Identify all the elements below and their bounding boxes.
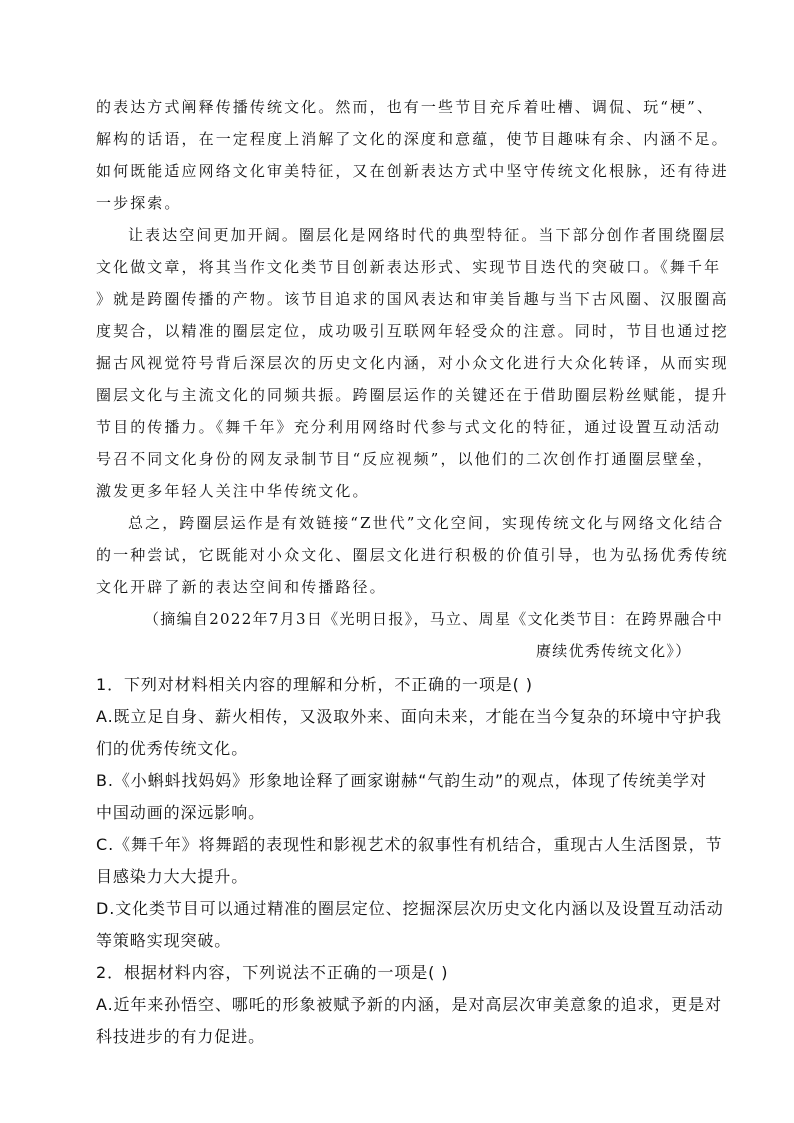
source-citation: （摘编自2022年7月3日《光明日报》，马立、周星《文化类节目：在跨界融合中 <box>144 610 724 628</box>
passage-line: 号召不同文化身份的网友录制节目“反应视频”，以他们的二次创作打通圈层壁垒， <box>96 450 715 468</box>
passage-line: 文化做文章，将其当作文化类节目创新表达形式、实现节目迭代的突破口。《舞千年 <box>96 258 722 276</box>
question-2-stem: 2．根据材料内容，下列说法不正确的一项是( ) <box>96 963 449 982</box>
passage-line: 激发更多年轻人关注中华传统文化。 <box>96 482 370 500</box>
passage-line: 节目的传播力。《舞千年》充分利用网络时代参与式文化的特征，通过设置互动活动 <box>96 418 722 436</box>
question-1-option-b: B.《小蝌蚪找妈妈》形象地诠释了画家谢赫“气韵生动”的观点，体现了传统美学对 <box>96 771 707 790</box>
passage-line: 如何既能适应网络文化审美特征，又在创新表达方式中坚守传统文化根脉，还有待进 <box>96 162 729 180</box>
question-1-option-c: C.《舞千年》将舞蹈的表现性和影视艺术的叙事性有机结合，重现古人生活图景，节 <box>96 835 723 854</box>
passage-line: 圈层文化与主流文化的同频共振。跨圈层运作的关键还在于借助圈层粉丝赋能，提升 <box>96 386 729 404</box>
source-citation-cont: 赓续优秀传统文化》） <box>536 642 692 660</box>
passage-line: 一步探索。 <box>96 194 182 212</box>
question-1-option-d: D.文化类节目可以通过精准的圈层定位、挖掘深层次历史文化内涵以及设置互动活动 <box>96 899 724 918</box>
passage-paragraph-start: 让表达空间更加开阔。圈层化是网络时代的典型特征。当下部分创作者围绕圈层 <box>128 226 727 244</box>
question-1-option-a: A.既立足自身、薪火相传，又汲取外来、面向未来，才能在当今复杂的环境中守护我 <box>96 707 722 726</box>
question-1-option-d-cont: 等策略实现突破。 <box>96 931 232 950</box>
passage-line: 度契合，以精准的圈层定位，成功吸引互联网年轻受众的注意。同时，节目也通过挖 <box>96 322 729 340</box>
passage-line: 的一种尝试，它既能对小众文化、圈层文化进行积极的价值引导，也为弘扬优秀传统 <box>96 546 729 564</box>
question-2-option-a-cont: 科技进步的有力促进。 <box>96 1027 266 1046</box>
question-1-option-c-cont: 目感染力大大提升。 <box>96 867 249 886</box>
question-2-option-a: A.近年来孙悟空、哪吒的形象被赋予新的内涵，是对高层次审美意象的追求，更是对 <box>96 995 722 1014</box>
passage-paragraph-start: 总之，跨圈层运作是有效链接“Z世代”文化空间，实现传统文化与网络文化结合 <box>128 514 725 532</box>
passage-line: 》就是跨圈传播的产物。该节目追求的国风表达和审美旨趣与当下古风圈、汉服圈高 <box>96 290 729 308</box>
question-1-stem: 1．下列对材料相关内容的理解和分析，不正确的一项是( ) <box>96 675 533 694</box>
question-1-option-b-cont: 中国动画的深远影响。 <box>96 803 266 822</box>
passage-line: 掘古风视觉符号背后深层次的历史文化内涵，对小众文化进行大众化转译，从而实现 <box>96 354 729 372</box>
question-1-option-a-cont: 们的优秀传统文化。 <box>96 739 249 758</box>
passage-line: 解构的话语，在一定程度上消解了文化的深度和意蕴，使节目趣味有余、内涵不足。 <box>96 130 729 148</box>
passage-line: 文化开辟了新的表达空间和传播路径。 <box>96 578 387 596</box>
passage-line: 的表达方式阐释传播传统文化。然而，也有一些节目充斥着吐槽、调侃、玩“梗”、 <box>96 98 715 116</box>
